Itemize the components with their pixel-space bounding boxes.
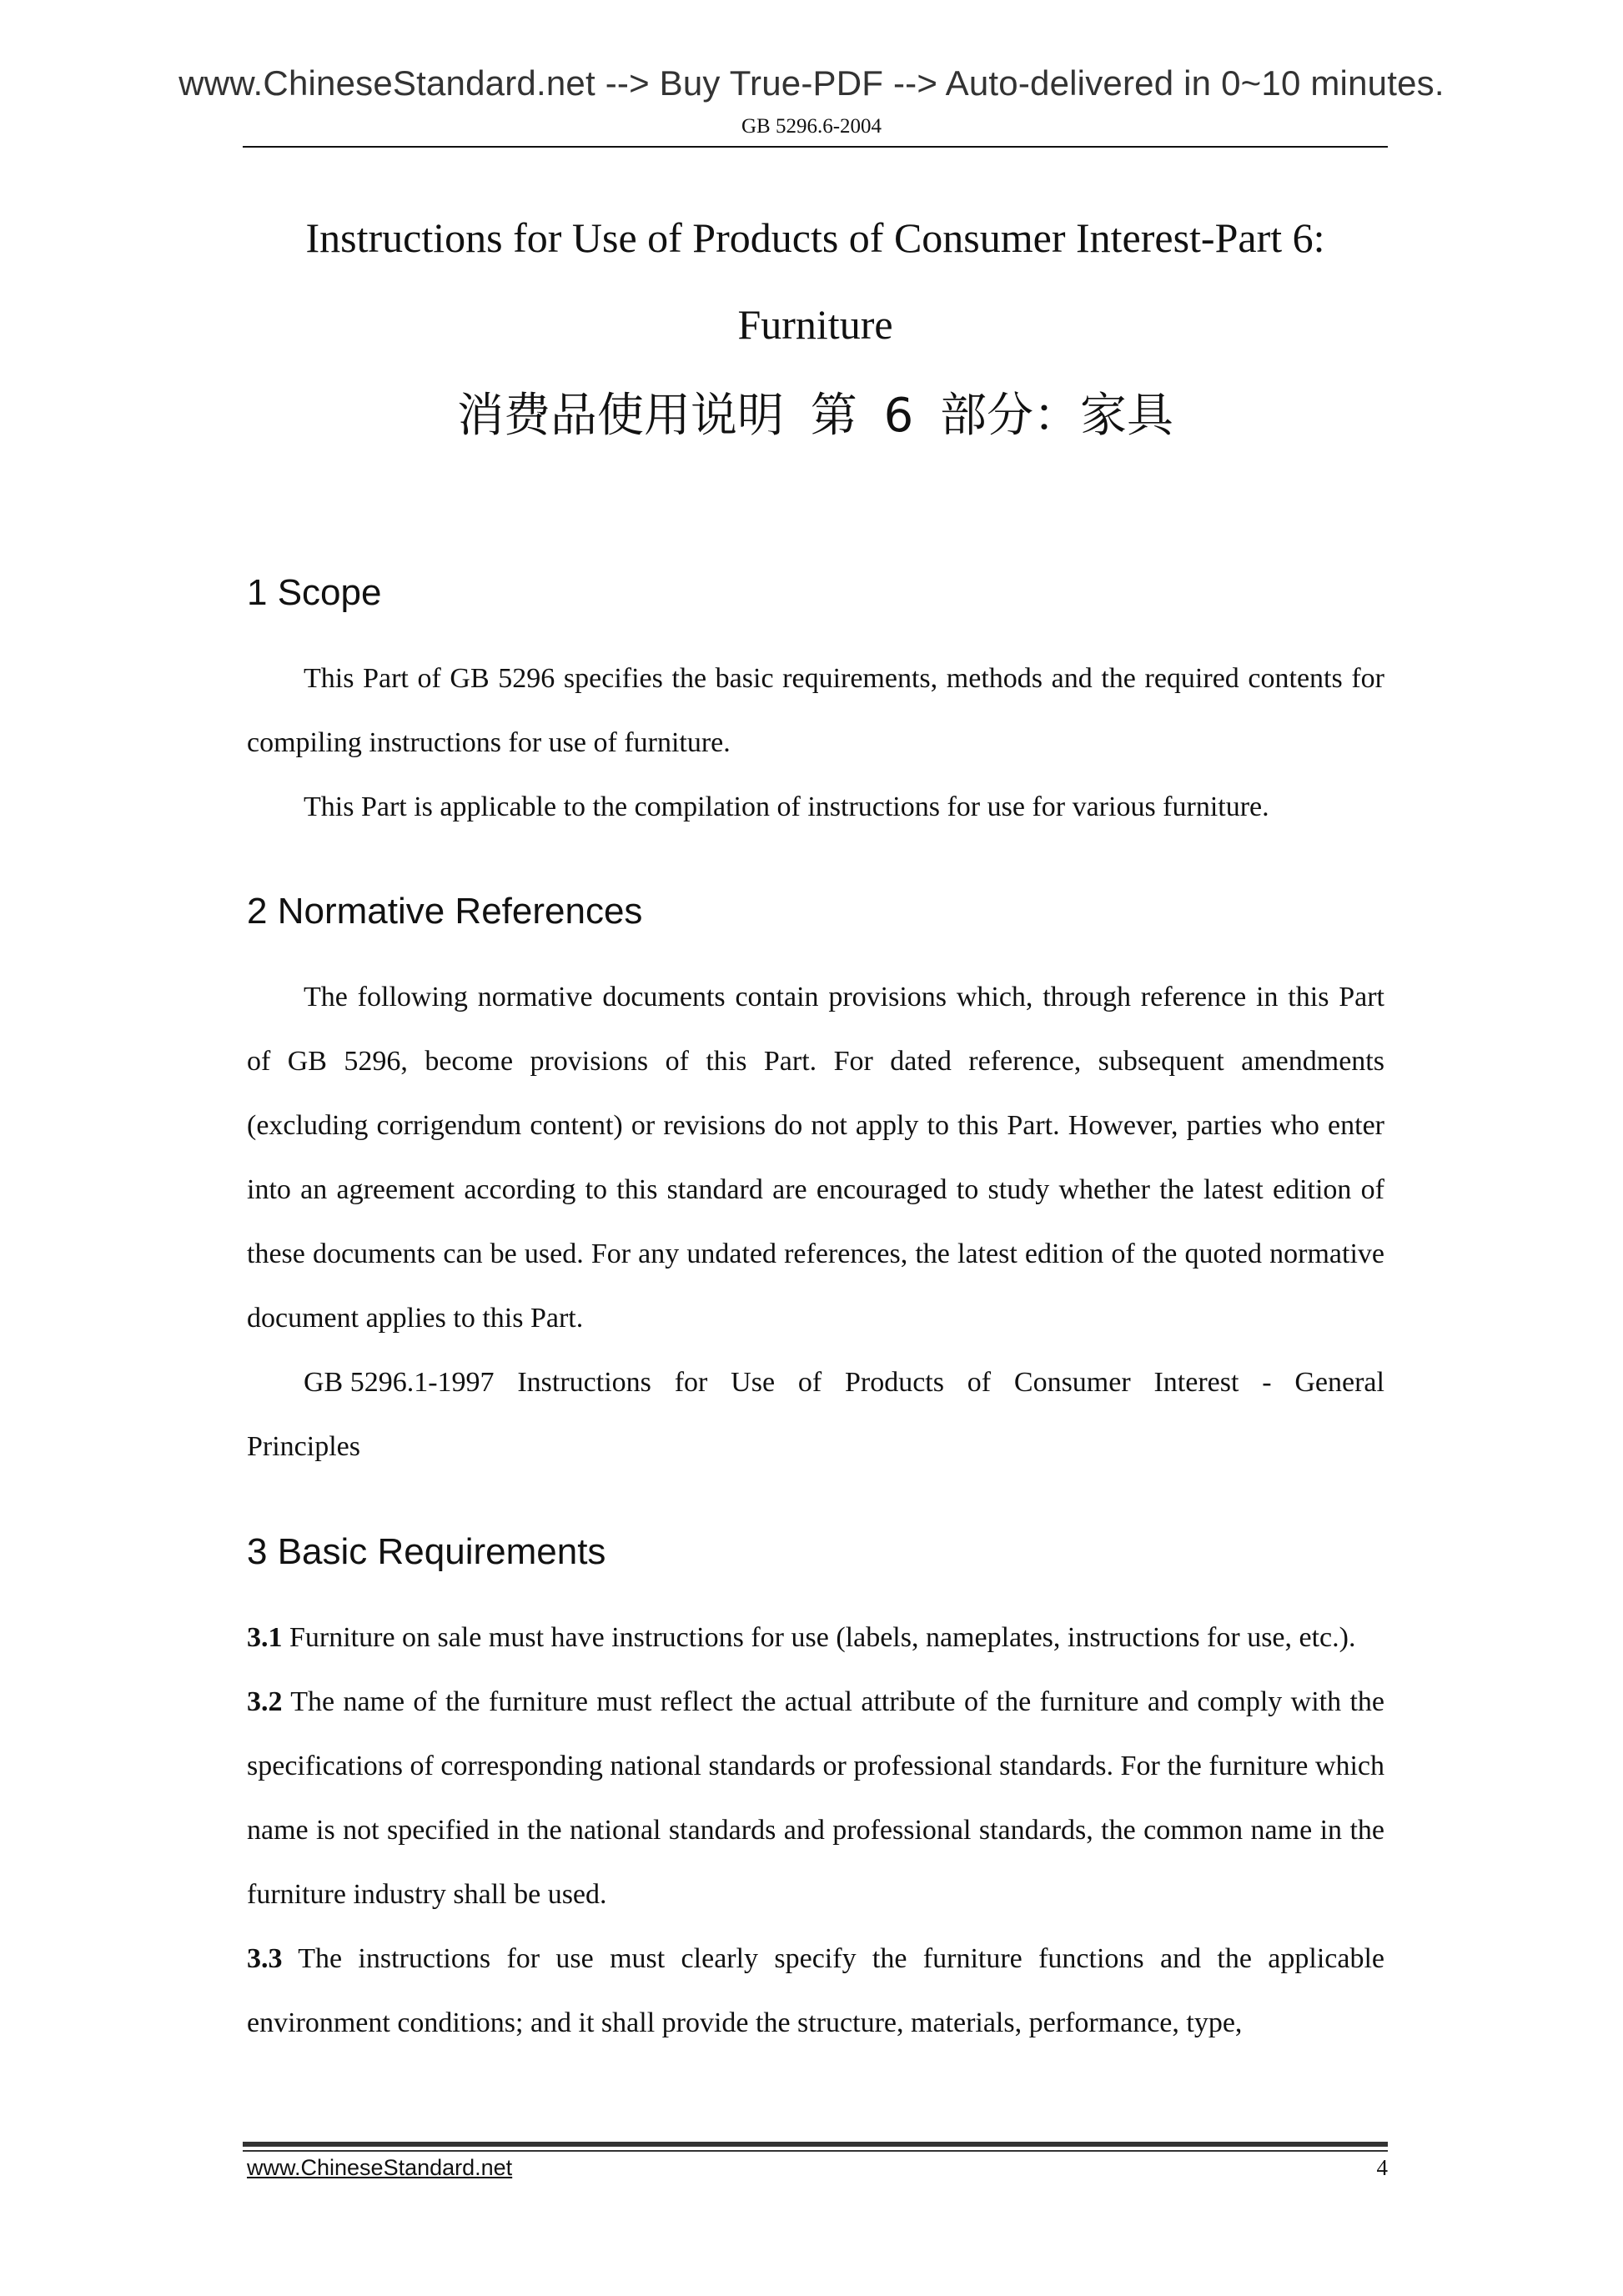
scope-paragraph-2: This Part is applicable to the compilation of instructions for use for various furniture. <box>304 791 1269 822</box>
header-rule <box>243 146 1388 148</box>
heading-scope: 1 Scope <box>247 572 382 613</box>
ref-word: Interest <box>1153 1367 1239 1398</box>
clause-text: Furniture on sale must have instructions for use (labels, nameplates, instructions for use, etc.). <box>282 1622 1356 1653</box>
page-number: 4 <box>1376 2155 1388 2180</box>
ref-word: Use <box>731 1367 776 1398</box>
standard-code-header: GB 5296.6-2004 <box>741 115 882 138</box>
scope-paragraph-1: This Part of GB 5296 specifies the basic requirements, methods and the required contents for compiling instructions for use of furniture. <box>247 663 1384 758</box>
basic-body <box>247 1605 1384 2055</box>
footer-rule-thin <box>243 2150 1388 2152</box>
reference-code: GB 5296.1-1997 <box>304 1367 495 1398</box>
ref-word: for <box>674 1367 708 1398</box>
ref-word: of <box>797 1367 822 1398</box>
reference-continuation: Principles <box>247 1431 360 1462</box>
normative-body <box>247 965 1384 1479</box>
title-en-line1: Instructions for Use of Products of Consumer Interest-Part 6: <box>305 214 1325 261</box>
clause-3-2 <box>247 1670 1384 1927</box>
ref-word: - <box>1262 1367 1272 1398</box>
reference-entry <box>247 1350 1384 1414</box>
clause-number: 3.1 <box>247 1622 283 1653</box>
footer-website-link[interactable]: www.ChineseStandard.net <box>247 2155 513 2180</box>
download-banner: www.ChineseStandard.net --> Buy True-PDF --> Auto-delivered in 0~10 minutes. <box>178 63 1445 103</box>
clause-number: 3.2 <box>247 1686 283 1717</box>
clause-3-3 <box>247 1927 1384 2055</box>
ref-word: Products <box>844 1367 944 1398</box>
scope-body <box>247 646 1384 839</box>
clause-text: The instructions for use must clearly specify the furniture functions and the applicable environment conditions; and it shall provide the structure, materials, performance, type, <box>247 1943 1384 2038</box>
title-en-line2: Furniture <box>737 301 893 348</box>
clause-number: 3.3 <box>247 1943 283 1974</box>
ref-word: of <box>967 1367 992 1398</box>
clause-text: The name of the furniture must reflect the actual attribute of the furniture and comply with the specifications of corresponding national standards or professional standards. For the furniture which name is not specified in the national standards and professional standards, the common name in the furniture industry shall be used. <box>247 1686 1384 1910</box>
heading-normative-references: 2 Normative References <box>247 891 643 932</box>
ref-word: General <box>1294 1367 1384 1398</box>
ref-word: Consumer <box>1013 1367 1131 1398</box>
normative-paragraph: The following normative documents contain provisions which, through reference in this Part of GB 5296, become provisions of this Part. For dated reference, subsequent amendments (excluding corrigendum content) or revisions do not apply to this Part. However, parties who enter into an agreement according to this standard are encouraged to study whether the latest edition of these documents can be used. For any undated references, the latest edition of the quoted normative document applies to this Part. <box>247 982 1384 1334</box>
ref-word: Instructions <box>517 1367 651 1398</box>
clause-3-1 <box>247 1605 1384 1670</box>
footer-rule-thick <box>243 2142 1388 2147</box>
heading-basic-requirements: 3 Basic Requirements <box>247 1531 606 1572</box>
title-cn: 消费品使用说明 第 6 部分：家具 <box>456 389 1174 443</box>
